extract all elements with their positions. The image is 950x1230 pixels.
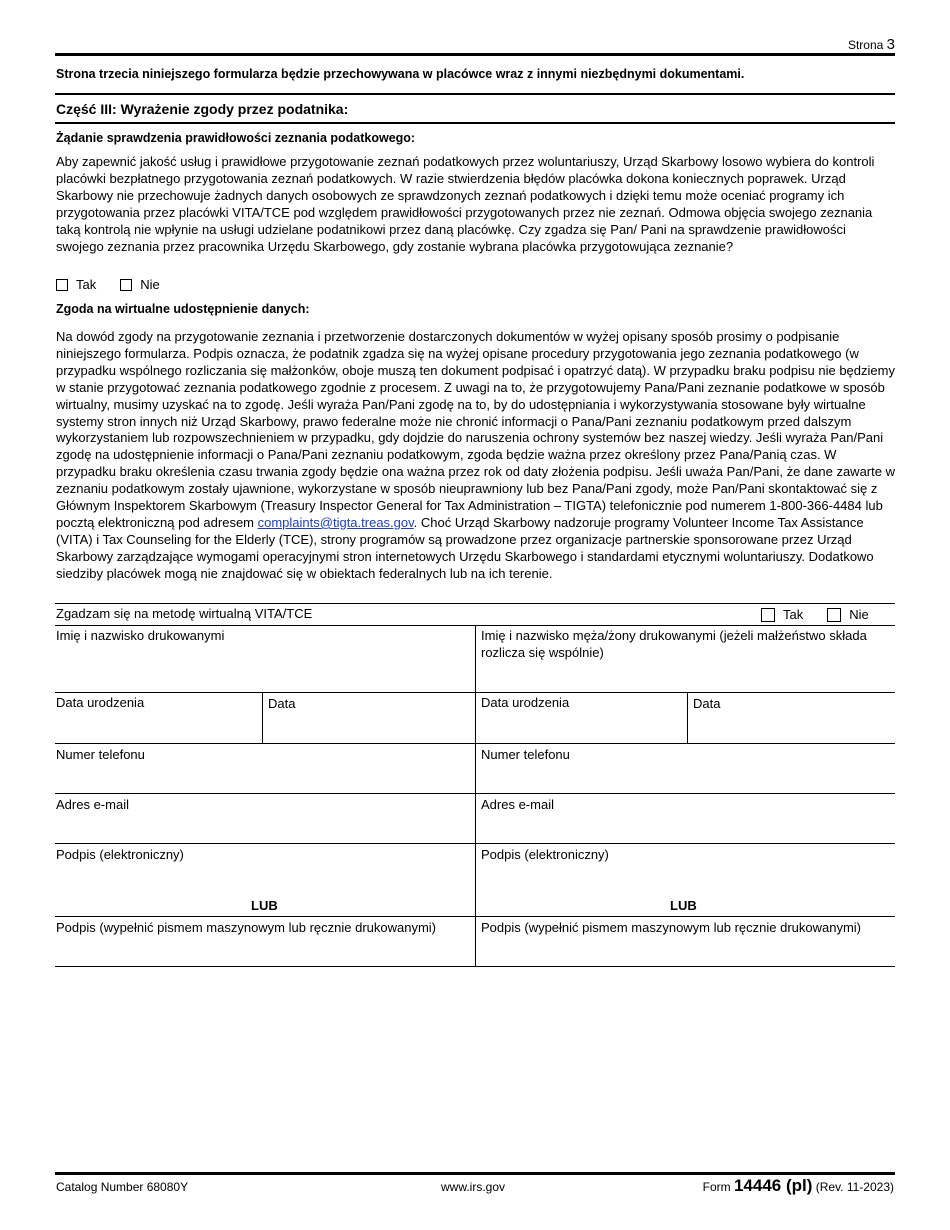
spouse-date-field[interactable]: Data	[693, 696, 721, 711]
review-yes-label: Tak	[76, 277, 97, 292]
virtual-paragraph	[56, 329, 896, 583]
top-rule	[55, 53, 895, 56]
spouse-signature-field[interactable]: Podpis (wypełnić pismem maszynowym lub ręcznie drukowanymi)	[481, 920, 862, 935]
virtual-text-end: . Choć Urząd Skarbowy nadzoruje programy Volunteer Income Tax Assistance (VITA) i Tax Counseling for the Elderly (TCE), strony programów są prowadzone przez organizacje partnerskie sponsorowane przez Urząd Skarbowy zarządzające wymogami operacyjnymi stron internetowych Urzędu Skarbowego i standardami etycznymi woluntariuszy. Dodatkowo siedziby placówek mogą nie znajdować się w obiektach federalnych lub na ich terenie.	[56, 514, 874, 581]
review-yes-option[interactable]	[56, 277, 96, 292]
taxpayer-phone-field[interactable]: Numer telefonu	[56, 747, 145, 762]
review-no-checkbox[interactable]	[120, 279, 132, 291]
taxpayer-name-field[interactable]: Imię i nazwisko drukowanymi	[56, 628, 225, 643]
grid-right-date-divider	[687, 693, 688, 743]
website: www.irs.gov	[441, 1180, 506, 1194]
form-prefix: Form	[702, 1180, 731, 1194]
form-number: 14446 (pl)	[733, 1176, 813, 1195]
page-prefix: Strona	[847, 38, 884, 52]
grid-rule-7	[55, 966, 895, 967]
taxpayer-signature-field[interactable]: Podpis (wypełnić pismem maszynowym lub ręcznie drukowanymi)	[56, 920, 437, 935]
taxpayer-date-field[interactable]: Data	[268, 696, 296, 711]
virtual-yes-checkbox[interactable]	[761, 608, 775, 622]
part-title: Część III: Wyrażenie zgody przez podatnika:	[56, 101, 349, 117]
grid-center-divider	[475, 626, 476, 966]
grid-left-date-divider	[262, 693, 263, 743]
spouse-email-field[interactable]: Adres e-mail	[481, 797, 554, 812]
review-options	[56, 277, 184, 292]
form-identifier	[703, 1176, 894, 1196]
review-paragraph	[56, 154, 896, 255]
virtual-heading: Zgoda na wirtualne udostępnienie danych:	[56, 302, 310, 316]
page-number-label	[848, 36, 895, 53]
virtual-options	[761, 607, 869, 622]
virtual-no-label: Nie	[849, 607, 869, 622]
form-revision: (Rev. 11-2023)	[815, 1180, 894, 1194]
taxpayer-email-field[interactable]: Adres e-mail	[56, 797, 129, 812]
virtual-no-checkbox[interactable]	[827, 608, 841, 622]
part-title-rule	[55, 122, 895, 124]
complaints-email-link[interactable]: complaints@tigta.treas.gov	[257, 514, 414, 530]
catalog-number: Catalog Number 68080Y	[56, 1180, 189, 1194]
virtual-agree-label: Zgadzam się na metodę wirtualną VITA/TCE	[56, 606, 313, 621]
agree-top-rule	[55, 603, 895, 604]
review-yes-checkbox[interactable]	[56, 279, 68, 291]
notice-rule	[55, 93, 895, 95]
spouse-esignature-field[interactable]: Podpis (elektroniczny)	[481, 847, 609, 862]
virtual-no-option[interactable]	[827, 607, 869, 622]
review-heading: Żądanie sprawdzenia prawidłowości zeznania podatkowego:	[56, 131, 416, 145]
page-number: 3	[886, 36, 895, 53]
taxpayer-esignature-field[interactable]: Podpis (elektroniczny)	[56, 847, 184, 862]
spouse-or-label: LUB	[670, 898, 697, 913]
spouse-name-field[interactable]: Imię i nazwisko męża/żony drukowanymi (jeżeli małżeństwo składa rozlicza się wspólnie)	[481, 628, 867, 660]
footer-rule	[55, 1172, 895, 1175]
taxpayer-dob-field[interactable]: Data urodzenia	[56, 695, 145, 710]
virtual-yes-label: Tak	[783, 607, 804, 622]
review-no-label: Nie	[140, 277, 160, 292]
retention-notice: Strona trzecia niniejszego formularza będzie przechowywana w placówce wraz z innymi niezbędnymi dokumentami.	[56, 67, 745, 81]
virtual-text-start: Na dowód zgody na przygotowanie zeznania i przetworzenie dostarczonych dokumentów w wyżej opisany sposób prosimy o podpisanie niniejszego formularza. Podpis oznacza, że podatnik zgadza się na wyżej opisane procedury przygotowania jego zeznania podatkowego (w przypadku wspólnego rozliczania się małżonków, oboje muszą ten dokument podpisać i opatrzyć datą). W przypadku braku podpisu nie będziemy w stanie przygotować zeznania podatkowego zgodnie z procesem. Z uwagi na to, że przygotowujemy Pana/Pani zeznanie podatkowe w sposób wirtualny, musimy uzyskać na to zgodę. Jeśli wyraża Pan/Pani zgodę na to, by do udostępniania i wykorzystywania stosowane były wirtualne systemy stron innych niż Urząd Skarbowy, prawo federalne może nie chronić informacji o Pana/Pani zeznaniu podatkowym przed dalszym wykorzystaniem lub rozpowszechnieniem w przypadku, gdy dojdzie do naruszenia ochrony systemów bez naszej wiedzy. Jeśli wyraża Pan/Pani zgodę na udostępnienie informacji o Pana/Pani zeznaniu podatkowym, zgoda będzie ważna przez określony przez Pana/Panią czas. W przypadku braku określenia czasu trwania zgody będzie ona ważna przez rok od daty złożenia podpisu. Jeśli uważa Pan/Pani, że dane zawarte w zeznaniu podatkowym zostały ujawnione, wykorzystane w sposób nieuprawniony lub bez Pana/Pani zgody, może Pan/Pani skontaktować się z Głównym Inspektorem Skarbowym (Treasury Inspector General for Tax Administration – TIGTA) telefonicznie pod numerem 1-800-366-4484 lub pocztą elektroniczną pod adresem	[56, 329, 895, 530]
virtual-yes-option[interactable]	[761, 607, 803, 622]
spouse-dob-field[interactable]: Data urodzenia	[481, 695, 570, 710]
spouse-phone-field[interactable]: Numer telefonu	[481, 747, 570, 762]
taxpayer-or-label: LUB	[251, 898, 278, 913]
review-text: Aby zapewnić jakość usług i prawidłowe przygotowanie zeznań podatkowych przez woluntariuszy, Urząd Skarbowy losowo wybiera do kontroli placówki bezpłatnego przygotowania zeznań podatkowych. W razie stwierdzenia błędów placówka dokona koniecznych poprawek. Urząd Skarbowy nie przechowuje żadnych danych osobowych ze sprawdzonych zeznań podatkowych i dzięki temu może oceniać programy ich przygotowania przez placówki VITA/TCE pod względem prawidłowości przygotowanych przez nie zeznań. Odmowa objęcia swojego zeznania taką kontrolą nie wpłynie na usługi udzielane podatnikowi przez daną placówkę. Czy zgadza się Pan/ Pani na sprawdzenie prawidłowości swojego zeznania przez pracownika Urzędu Skarbowego, gdy zostanie wybrana placówka przygotowująca zeznanie?	[56, 154, 875, 254]
review-no-option[interactable]	[120, 277, 160, 292]
